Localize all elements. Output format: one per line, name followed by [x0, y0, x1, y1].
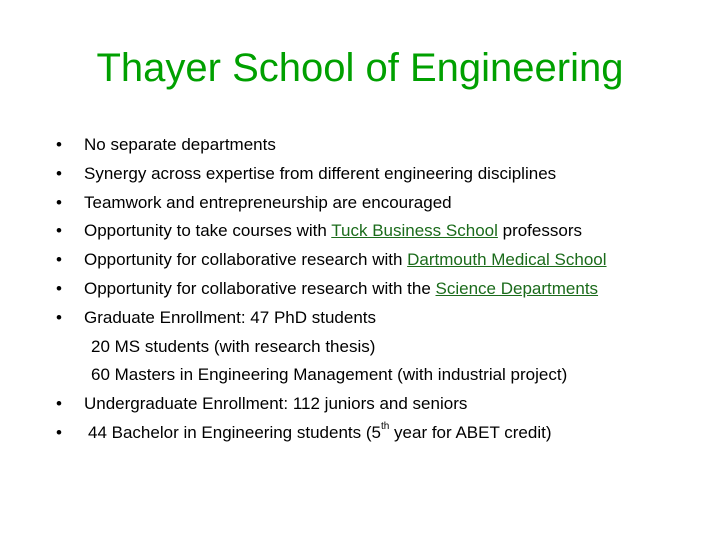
- list-item: [0, 217, 720, 246]
- bullet-text: [88, 419, 552, 448]
- bullet-icon: •: [56, 307, 62, 327]
- bullet-text-after: year for ABET credit): [389, 422, 552, 442]
- bullet-icon: •: [56, 250, 62, 270]
- list-item-continuation: [0, 333, 720, 362]
- list-item: [0, 304, 720, 333]
- slide-title: Thayer School of Engineering: [96, 46, 624, 90]
- list-item: [0, 419, 720, 448]
- list-item-continuation: [0, 361, 720, 390]
- bullet-text: Undergraduate Enrollment: 112 juniors and seniors: [84, 394, 468, 414]
- bullet-text: No separate departments: [84, 135, 276, 154]
- superscript: th: [380, 421, 390, 433]
- list-item: [0, 390, 720, 419]
- list-item: [0, 131, 720, 160]
- bullet-text: Teamwork and entrepreneurship are encouraged: [84, 192, 452, 212]
- list-item: [0, 160, 720, 189]
- bullet-text: Synergy across expertise from different engineering disciplines: [84, 163, 557, 183]
- bullet-text-before: Opportunity to take courses with: [84, 221, 332, 241]
- bullet-text-before: Opportunity for collaborative research with: [84, 250, 408, 270]
- tuck-business-school-link[interactable]: Tuck Business School: [331, 221, 498, 241]
- bullet-icon: •: [56, 192, 62, 212]
- bullet-text: Graduate Enrollment: 47 PhD students: [84, 307, 376, 327]
- bullet-icon: •: [56, 422, 62, 442]
- continuation-text: 60 Masters in Engineering Management (with industrial project): [91, 365, 568, 385]
- bullet-text-after: professors: [497, 221, 582, 241]
- science-departments-link[interactable]: Science Departments: [435, 278, 599, 298]
- list-item: [0, 246, 720, 275]
- bullet-icon: •: [56, 394, 62, 414]
- bullet-text: [84, 217, 582, 246]
- bullet-list: [0, 131, 720, 448]
- bullet-icon: •: [56, 221, 62, 241]
- bullet-icon: •: [56, 278, 62, 298]
- list-item: [0, 275, 720, 304]
- bullet-icon: •: [56, 163, 62, 183]
- continuation-text: 20 MS students (with research thesis): [91, 336, 376, 356]
- bullet-text: [84, 275, 598, 304]
- bullet-icon: •: [56, 135, 62, 154]
- dartmouth-medical-school-link[interactable]: Dartmouth Medical School: [407, 250, 607, 270]
- list-item: [0, 189, 720, 218]
- bullet-text: [84, 246, 607, 275]
- bullet-text-before: 44 Bachelor in Engineering students (5: [88, 422, 381, 442]
- bullet-text-before: Opportunity for collaborative research with the: [84, 278, 436, 298]
